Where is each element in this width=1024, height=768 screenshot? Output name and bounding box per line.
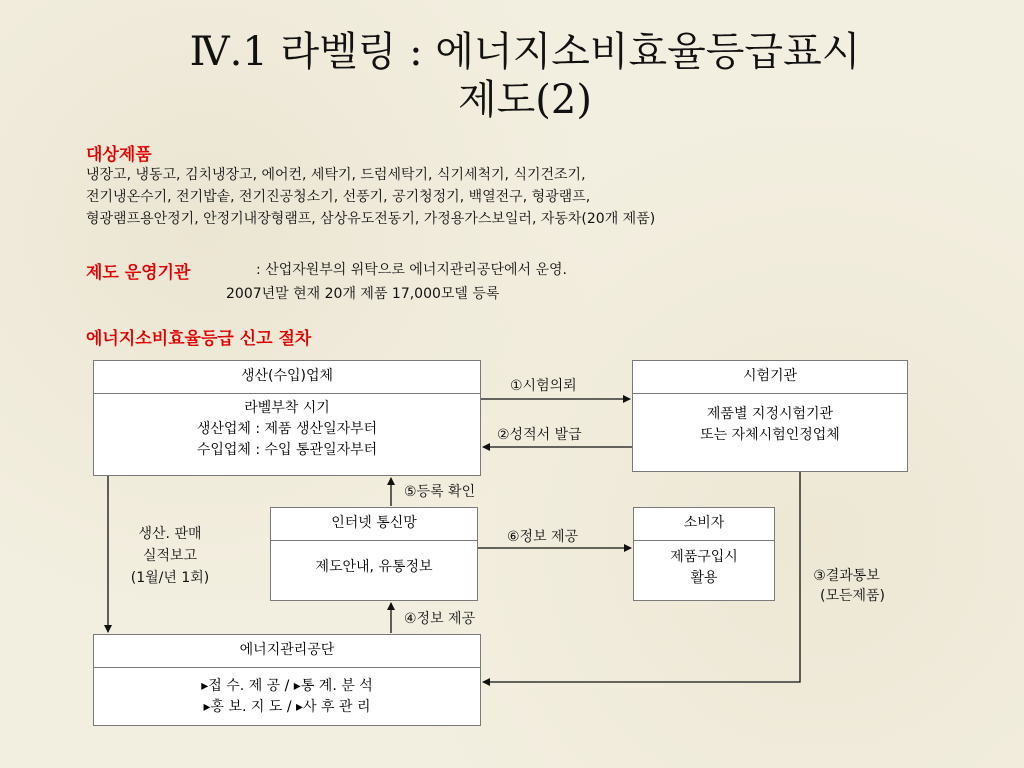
- producer-box-title: 생산(수입)업체: [94, 361, 480, 394]
- operator-heading: 제도 운영기관: [86, 263, 191, 283]
- report-label-line-1: 생산. 판매: [138, 526, 202, 542]
- producer-line-3: 수입업체 : 수입 통관일자부터: [196, 442, 378, 458]
- arrow-1-label: ①시험의뢰: [510, 378, 577, 394]
- arrow-3-label: [808, 565, 885, 605]
- products-line-2: 전기냉온수기, 전기밥솥, 전기진공청소기, 선풍기, 공기청정기, 백열전구, 형광램프,: [86, 189, 591, 205]
- producer-line-2: 생산업체 : 제품 생산일자부터: [196, 421, 378, 437]
- products-line-1: 냉장고, 냉동고, 김치냉장고, 에어컨, 세탁기, 드럼세탁기, 식기세척기, 식기건조기,: [86, 167, 586, 183]
- operator-text-2: 2007년말 현재 20개 제품 17,000모델 등록: [226, 286, 500, 302]
- consumer-line-2: 활용: [690, 570, 718, 586]
- arrow-3-result: [483, 472, 800, 682]
- products-line-3: 형광램프용안정기, 안정기내장형램프, 삼상유도전동기, 가정용가스보일러, 자동차(20개 제품): [86, 211, 656, 227]
- procedure-heading: 에너지소비효율등급 신고 절차: [86, 329, 312, 349]
- consumer-line-1: 제품구입시: [670, 549, 738, 565]
- arrow-2-label: ②성적서 발급: [497, 427, 582, 443]
- title-line-2: 제도(2): [458, 77, 592, 123]
- lab-line-1: 제품별 지정시험기관: [706, 406, 834, 422]
- kemco-line-2: ▸홍 보. 지 도 / ▸사 후 관 리: [203, 699, 371, 715]
- report-label-line-2: 실적보고: [142, 548, 198, 564]
- internet-box-title: 인터넷 통신망: [271, 508, 477, 541]
- report-label: [114, 523, 226, 589]
- arrow-5-label: ⑤등록 확인: [404, 484, 476, 500]
- arrow-6-label: ⑥정보 제공: [507, 529, 579, 545]
- report-label-line-3: (1월/년 1회): [130, 570, 210, 586]
- arrow-3-label-line-2: (모든제품): [820, 588, 886, 604]
- arrow-3-label-line-1: ③결과통보: [813, 568, 880, 584]
- kemco-line-1: ▸접 수. 제 공 / ▸통 계. 분 석: [201, 678, 373, 694]
- lab-line-2: 또는 자체시험인정업체: [700, 427, 840, 443]
- arrow-4-label: ④정보 제공: [404, 611, 476, 627]
- consumer-box-title: 소비자: [634, 508, 774, 541]
- title-line-1: Ⅳ.1 라벨링 : 에너지소비효율등급표시: [189, 29, 861, 75]
- lab-box-title: 시험기관: [633, 361, 907, 394]
- products-heading: 대상제품: [86, 145, 152, 165]
- operator-text: : 산업자원부의 위탁으로 에너지관리공단에서 운영.: [256, 262, 567, 278]
- internet-line-1: 제도안내, 유통정보: [315, 559, 433, 575]
- kemco-box-title: 에너지관리공단: [94, 635, 480, 668]
- producer-line-1: 라벨부착 시기: [244, 400, 330, 416]
